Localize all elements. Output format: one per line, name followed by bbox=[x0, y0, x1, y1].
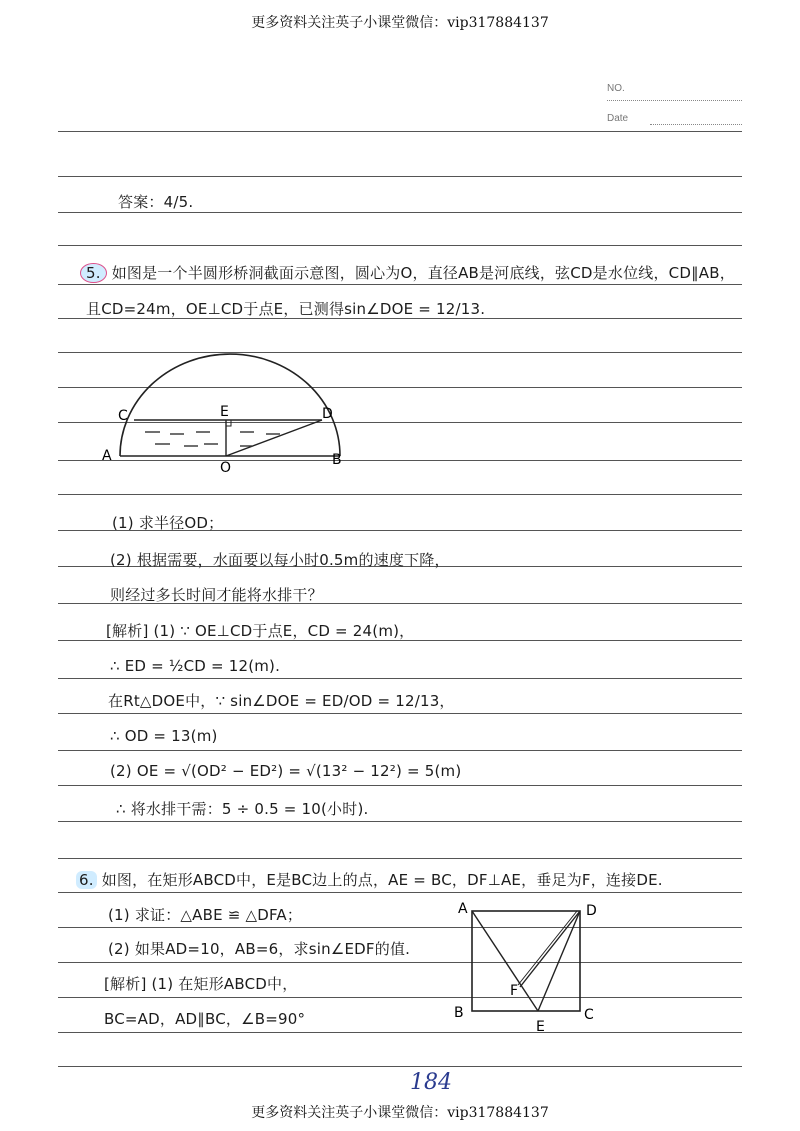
q6-part1: (1) 求证：△ABE ≌ △DFA； bbox=[108, 906, 303, 924]
label-e: E bbox=[536, 1019, 545, 1035]
label-b: B bbox=[454, 1005, 464, 1021]
q5-solution-line4: ∴ OD = 13(m) bbox=[110, 727, 218, 745]
q5-part1: (1) 求半径OD； bbox=[112, 514, 224, 532]
label-a: A bbox=[102, 448, 112, 464]
q5-line1-text: 如图是一个半圆形桥洞截面示意图，圆心为O，直径AB是河底线，弦CD是水位线，CD∥AB， bbox=[111, 264, 735, 282]
no-dotted-line bbox=[607, 100, 742, 101]
q5-solution-line5: (2) OE = √(OD² − ED²) = √(13² − 12²) = 5(m) bbox=[110, 762, 462, 780]
q6-line1-text: 如图，在矩形ABCD中，E是BC边上的点，AE = BC，DF⊥AE，垂足为F，连接DE. bbox=[101, 871, 663, 889]
segment-ae bbox=[472, 911, 538, 1011]
label-d: D bbox=[322, 406, 333, 422]
segment-df bbox=[520, 911, 580, 987]
label-b: B bbox=[332, 452, 342, 468]
right-angle-mark bbox=[226, 420, 231, 426]
q5-number: 5. bbox=[80, 263, 107, 283]
semicircle-arc bbox=[120, 354, 340, 456]
answer-text: 答案：4/5. bbox=[118, 193, 194, 211]
q5-part2: (2) 根据需要，水面要以每小时0.5m的速度下降， bbox=[110, 551, 450, 569]
segment-df-stroke bbox=[518, 911, 577, 985]
q5-solution-line1: [解析] (1) ∵ OE⊥CD于点E，CD = 24(m)， bbox=[106, 622, 415, 640]
label-c: C bbox=[584, 1007, 594, 1023]
semicircle-bridge-diagram bbox=[100, 352, 360, 477]
q5-solution-line6: ∴ 将水排干需：5 ÷ 0.5 = 10(小时). bbox=[116, 800, 369, 818]
rectangle-abcd bbox=[472, 911, 580, 1011]
label-f: F bbox=[510, 983, 519, 999]
q5-part2b: 则经过多长时间才能将水排干？ bbox=[110, 586, 323, 604]
label-d: D bbox=[586, 903, 597, 919]
rectangle-abcd-diagram bbox=[452, 895, 612, 1035]
q6-number: 6. bbox=[76, 871, 97, 889]
bottom-watermark-banner: 更多资料关注英子小课堂微信：vip317884137 bbox=[251, 1105, 549, 1121]
label-e: E bbox=[220, 404, 229, 420]
label-c: C bbox=[118, 408, 128, 424]
no-label: NO. bbox=[607, 83, 625, 94]
page-number: 184 bbox=[410, 1070, 452, 1095]
q5-solution-line3: 在Rt△DOE中，∵ sin∠DOE = ED/OD = 12/13， bbox=[108, 692, 455, 710]
segment-od bbox=[226, 420, 322, 456]
q6-solution-line2: BC=AD，AD∥BC，∠B=90° bbox=[104, 1010, 306, 1028]
q6-line1 bbox=[76, 869, 663, 890]
q5-line2: 且CD=24m，OE⊥CD于点E，已测得sin∠DOE = 12/13. bbox=[86, 300, 486, 318]
date-dotted-line bbox=[650, 124, 742, 125]
label-a: A bbox=[458, 901, 468, 917]
q5-line1 bbox=[80, 262, 735, 283]
date-label: Date bbox=[607, 113, 629, 124]
label-o: O bbox=[220, 460, 232, 476]
q5-solution-line2: ∴ ED = ½CD = 12(m). bbox=[110, 657, 281, 675]
q6-part2: (2) 如果AD=10，AB=6，求sin∠EDF的值. bbox=[108, 940, 411, 958]
segment-de bbox=[538, 911, 580, 1011]
q6-solution-line1: [解析] (1) 在矩形ABCD中， bbox=[104, 975, 298, 993]
top-watermark-banner: 更多资料关注英子小课堂微信：vip317884137 bbox=[251, 15, 549, 31]
